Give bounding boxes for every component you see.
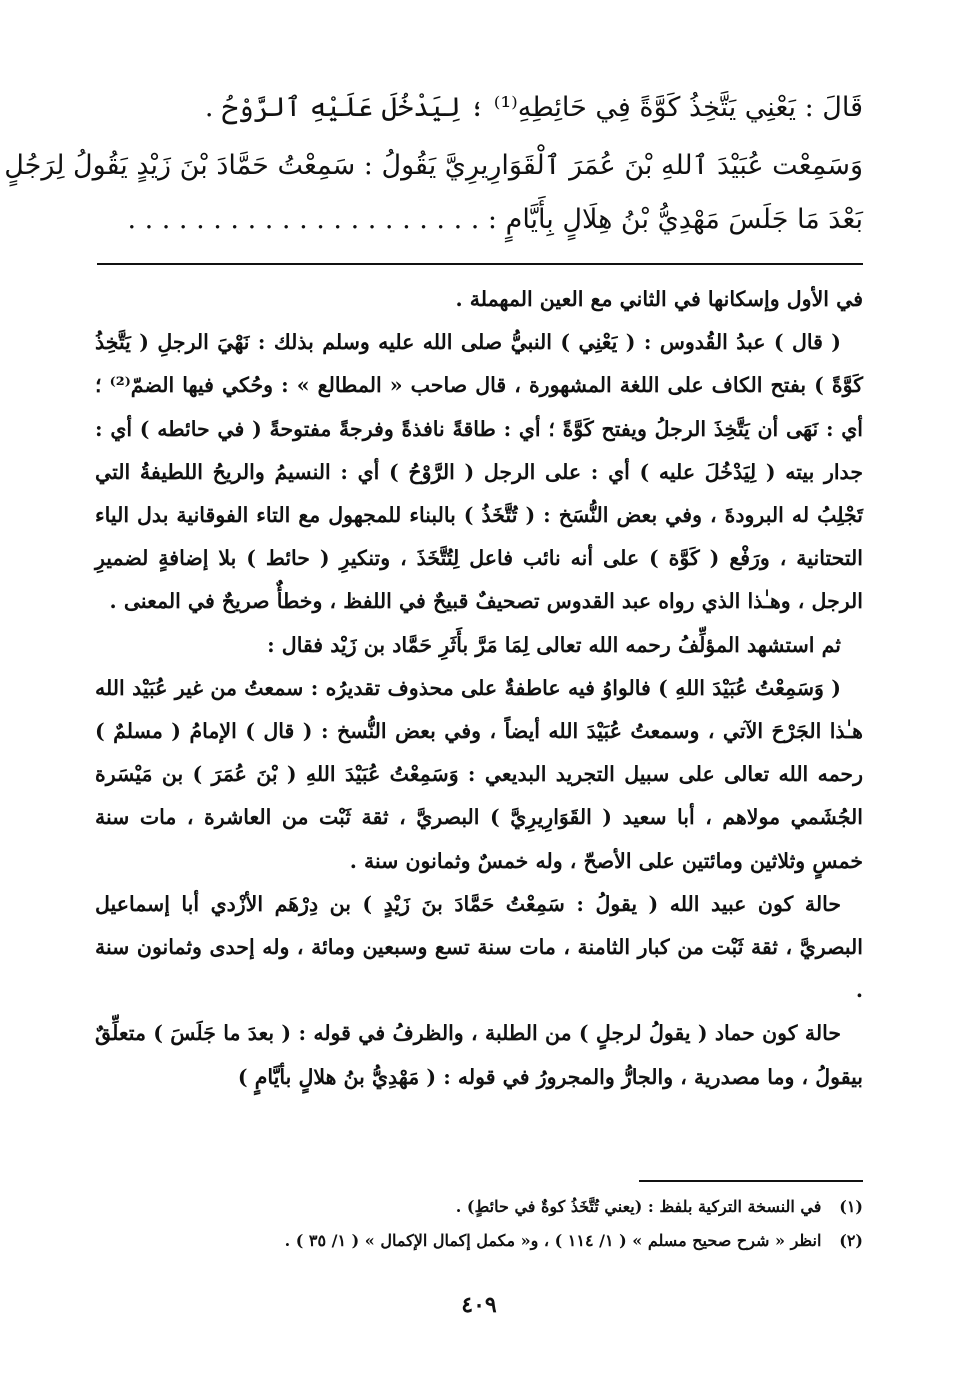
footnote-1-number: (١): [839, 1197, 863, 1216]
footnote-1: [95, 1190, 863, 1224]
commentary-paragraph-4: ( وَسَمِعْتُ عُبَيْدَ اللهِ ) فالواوُ فيه عاطفةٌ على محذوف تقديرُه : سمعتُ من غير عُبَيْد الله هـٰذا الجَرْحَ الآتي ، وسمعتُ عُبَيْدَ الله أيضاً ، وفي بعض النُّسخ : ( قال ) الإمامُ ( مسلمٌ ) رحمه الله تعالى على سبيل التجريد البديعي : وَسَمِعْتُ عُبَيْدَ اللهِ ( بْنَ عُمَرَ ) بن مَيْسَرة الجُشَمي مولاهم ، أبا سعيد ( القَوَارِيرِيَّ ) البصريَّ ، ثقة ثَبْت من العاشرة ، مات سنة خمسٍ وثلاثين ومائتين على الأصحّ ، وله خمسٌ وثمانون سنة .: [95, 675, 863, 873]
commentary-paragraph-5: حالة كون عبيد الله ( يقولُ : سَمِعْتُ حَمَّادَ بنَ زَيْدٍ ) بن دِرْهَم الأزْدي أبا إسماعيل البصريَّ ، ثقة ثَبْت من كبار الثامنة ، مات سنة تسع وسبعين ومائة ، وله إحدى وثمانون سنة .: [95, 891, 863, 1003]
footnote-2-text: انظر « شرح صحيح مسلم » ( ١/ ١١٤ ) ، و« مكمل إكمال الإكمال » ( ١/ ٣٥ ) .: [284, 1231, 822, 1250]
commentary-paragraph-2: ( قال ) عبدُ القُدوس : ( يَعْنِي ) النبيُّ صلى الله عليه وسلم بذلك : نَهْيَ الرجلِ ( يَتَّخِذُ كَوَّةً ) بفتح الكاف على اللغة المشهورة ، قال صاحب « المطالع » : وحُكي فيها الضمّ⁽²⁾ ؛ أي : نَهَى أن يَتَّخِذَ الرجلُ ويفتح كَوَّةً ؛ أي : طاقةً نافذةً وفرجةً مفتوحةً ( في حائطه ) أي : جدار بيته ( لِيَدْخُلَ عليه ) أي : على الرجل ( الرَّوْحُ ) أي : النسيمُ والريحُ اللطيفةُ التي تَجْلِبُ له البرودةَ ، وفي بعض النُّسَخ : ( تُتَّخَذُ ) بالبناء للمجهول مع التاء الفوقانية بدل الياء التحتانية ، ورَفْع ( كَوَّة ) على أنه نائب فاعل لِتُتَّخَذَ ، وتنكيرِ ( حائط ) بلا إضافةٍ لضميرِ الرجل ، وهـٰذا الذي رواه عبد القدوس تصحيفٌ قبيحٌ في اللفظ ، وخطأٌ صريحٌ في المعنى .: [95, 330, 863, 614]
commentary-paragraph-1: في الأول وإسكانها في الثاني مع العين المهملة .: [455, 287, 863, 311]
matn-line-3-text: بَعْدَ مَا جَلَسَ مَهْدِيُّ بْنُ هِلَالٍ بِأَيَّامٍ :: [487, 204, 863, 235]
footnote-1-text: في النسخة التركية بلفظ : (يعني تُتَّخَذُ كوةٌ في حائطٍ) .: [455, 1197, 822, 1216]
footnote-separator-rule: [639, 1180, 863, 1182]
matn-block: [4, 80, 863, 260]
footnote-2-number: (٢): [839, 1231, 863, 1250]
matn-separator-rule: [97, 263, 863, 265]
commentary-block: [95, 278, 863, 1168]
commentary-paragraph-6: حالة كون حماد ( يقولُ لرجلٍ ) من الطلبة ، والظرفُ في قوله : ( بعدَ ما جَلَسَ ) متعلِّقٌ بيقولُ ، وما مصدرية ، والجارُّ والمجرورُ في قوله : ( مَهْدِيُّ بنُ هلالٍ بأيَّامٍ ): [95, 1021, 863, 1089]
matn-line-3: [95, 204, 863, 235]
matn-line-3-dots: . . . . . . . . . . . . . . . . . . . . .: [127, 204, 480, 235]
footnotes: [95, 1190, 863, 1258]
page-number: ٤٠٩: [461, 1292, 497, 1318]
commentary-paragraph-3: ثم استشهد المؤلِّفُ رحمه الله تعالى لِمَا مَرَّ بأَثَرِ حَمَّاد بن زَيْد فقال :: [267, 632, 841, 657]
footnote-2: [95, 1224, 863, 1258]
matn-line-2: وَسَمِعْت عُبَيْدَ ٱللهِ بْنَ عُمَرَ ٱلْقَوَارِيرِيَّ يَقُولُ : سَمِعْتُ حَمَّادَ بْنَ زَيْدٍ يَقُولُ لِرَجُلٍ: [4, 150, 863, 181]
matn-line-1: قَالَ : يَعْنِي يَتَّخِذُ كَوَّةً فِي حَائِطِهِ⁽¹⁾ ؛ لِيَدْخُلَ عَلَيْهِ ٱلرَّوْحُ .: [204, 92, 863, 123]
